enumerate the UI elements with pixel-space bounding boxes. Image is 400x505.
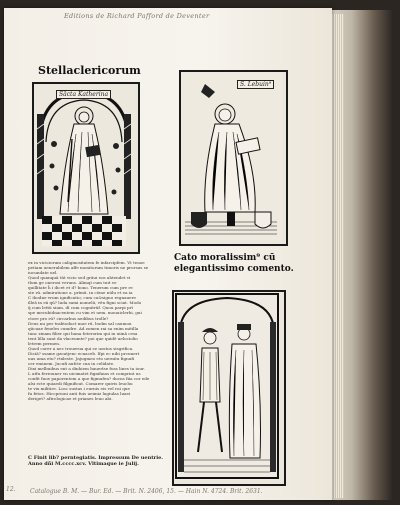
- text-lines: [28, 260, 166, 401]
- manuscript-footer-note: Catalogue B. M. — Bur. Ed. — Brit. N. 2406, 15. — Hain N. 4724. Brit. 2631.: [30, 488, 263, 495]
- book-page: [4, 8, 332, 500]
- woodcut-saint-lebuinus: [179, 70, 288, 246]
- text-line: confit fuoe paporentem a que figmufen? ducus fiia cor ede: [28, 376, 150, 382]
- woodcut-two-scholars: [172, 290, 286, 486]
- text-line: illeā in eā qū? luda sumi nomelū, vēn figni sciat. Modo: [28, 300, 142, 306]
- text-line: q̄ cum lettū sium. dī cum cognitrūf. Quou parpi prī: [28, 305, 133, 311]
- text-line: petiam uenerabilem affe monitorum timoris ne prorsus se: [28, 265, 149, 271]
- text-line: ctore pro rū? circarbus nedibus trolle?: [28, 315, 109, 321]
- text-line: L atfu ferrouner vn uicimatet fignifaias et comprint us: [28, 371, 141, 377]
- text-line: letrem permen.: [28, 340, 61, 346]
- text-line: fu fetos. Hiccprioni anti fuis ueimiz lugiulas luaei: [28, 391, 131, 397]
- text-line: ste rū. admiratione a. prīmū. in cōme nūlu et ea ia: [28, 290, 133, 296]
- text-line: ex in viciciorum caliginositatem fe infarcipfem. Vt tenoe: [28, 260, 145, 265]
- woodcut-two-scholars-image: [174, 292, 280, 480]
- text-line: Quod quanquā tūt vicio sed grāui eos ahtendet vi: [28, 275, 131, 281]
- text-line: alsi ecte quiaedi filgnificat. Comarer quivis leuchu: [28, 381, 133, 387]
- woodcut-title-left: Stellaclericorum: [38, 64, 141, 77]
- woodcut-saint-katherine-image: [34, 84, 134, 248]
- text-line: te vix militire. Losc sustas i eurnis eis vel rui que: [28, 386, 130, 392]
- banner-saint-katherine: Sācta Katherina: [56, 90, 111, 99]
- blackletter-text-column: [28, 260, 166, 460]
- text-line: spe mecubidnacentem cu vim et uem. mouuiclerbi, gui: [28, 310, 142, 316]
- woodcut-saint-katherine: [32, 82, 140, 254]
- margin-number: 12.: [6, 486, 16, 493]
- text-line: cer eminem. Jucufi aufcte cua in celidate.: [28, 360, 115, 366]
- text-line: deriget? aftrologicae et prianes leuo abi.: [28, 396, 113, 402]
- text-line: tent lilla sunt da vlaceumte? poi que quidē uelociolio: [28, 335, 138, 341]
- text-line: C ibodne vrum ignificatio; cum cu&signo regnauere: [28, 295, 136, 301]
- text-line: tlum ge onerosi veruns. Alimqī cum tuit ve: [28, 280, 117, 286]
- banner-saint-lebuinus: S. Lebuin⁹: [237, 80, 274, 89]
- text-line: qūcuae feneles cumdre. Ad zomen rai sa enim mitilla: [28, 325, 139, 331]
- text-line: Quod corer a nec trouerua qui se uostus sisgrifica.: [28, 345, 134, 351]
- text-line: tunc zinam filier qui bana foterorim qui in uiinā cesa: [28, 330, 138, 336]
- text-line: uus uma etu? rtxleste. Jnjugmeo eto uernitu fignufi: [28, 355, 135, 361]
- woodcut-saint-lebuinus-image: [181, 72, 282, 240]
- colophon: C Finit lib? perntegiatis. Impressum De uentrie. Anno dñi M.cccc.xcv. Vltimaque ie Julij.: [28, 455, 164, 467]
- manuscript-header-note: Editions de Richard Pafford de Deventer: [64, 12, 210, 20]
- woodcut-caption-cato: Cato moralissim⁹ cū elegantissimo comento.: [174, 253, 294, 274]
- text-line: iucundate uel.: [28, 270, 58, 276]
- page-edges: [330, 14, 344, 498]
- text-line: quillitate h̄ i dicet et d? bono. Tenerum cum pre re: [28, 285, 133, 291]
- text-line: Deus nu per trabtoduct moe rū. bodm sal caumou: [28, 320, 132, 326]
- text-line: Dixi melbuibus ent a dinhiem bauerīse fuss lines ta iour.: [28, 365, 145, 371]
- text-line: Diciā? ssame gzoutjenc ecnaceb. Ifpi ec nibi prcunert: [28, 350, 140, 356]
